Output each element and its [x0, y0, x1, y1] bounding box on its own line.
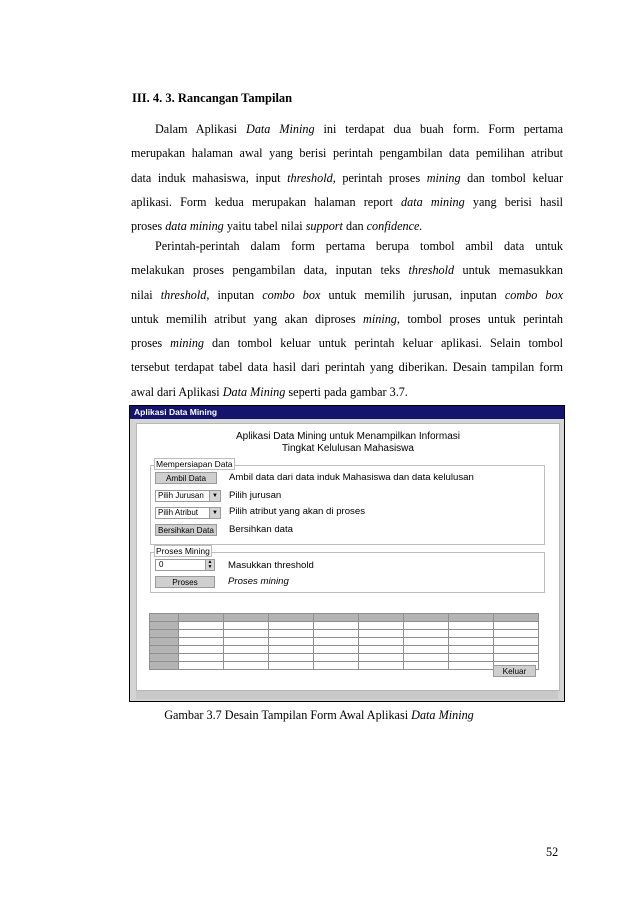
- page-number: 52: [546, 845, 559, 859]
- table-row[interactable]: [150, 654, 539, 662]
- table-cell: [150, 614, 179, 622]
- table-row[interactable]: [150, 622, 539, 630]
- paragraph-line: proses mining dan tombol keluar untuk perintah keluar aplikasi. Selain tombol: [131, 336, 563, 351]
- paragraph-2: [131, 234, 563, 404]
- window-client-area: [136, 423, 560, 691]
- paragraph-line: Perintah-perintah dalam form pertama berupa tombol ambil data untuk: [155, 239, 563, 253]
- proses-button[interactable]: Proses: [155, 576, 215, 588]
- table-cell[interactable]: [224, 662, 269, 670]
- table-cell[interactable]: [224, 646, 269, 654]
- table-row[interactable]: [150, 630, 539, 638]
- bersihkan-data-button[interactable]: Bersihkan Data: [155, 524, 217, 536]
- paragraph-line: melakukan proses pengambilan data, inputan teks threshold untuk memasukkan: [131, 263, 564, 278]
- app-title-line-2: Tingkat Kelulusan Mahasiswa: [282, 443, 414, 454]
- table-row[interactable]: [150, 646, 539, 654]
- table-cell[interactable]: [404, 646, 449, 654]
- group-label: Mempersiapan Data: [156, 459, 233, 469]
- group-mempersiapan-data: [150, 459, 545, 545]
- table-cell[interactable]: [224, 638, 269, 646]
- paragraph-line: proses data mining yaitu tabel nilai support dan confidence.: [131, 219, 423, 234]
- paragraph-line: merupakan halaman awal yang berisi perintah pengambilan data pemilihan atribut: [131, 146, 563, 161]
- table-cell[interactable]: [359, 654, 404, 662]
- keluar-button[interactable]: Keluar: [493, 665, 536, 677]
- table-cell: [224, 614, 269, 622]
- paragraph-line: Dalam Aplikasi Data Mining ini terdapat dua buah form. Form pertama: [155, 122, 563, 136]
- table-cell: [150, 638, 179, 646]
- paragraph-line: data induk mahasiswa, input threshold, perintah proses mining dan tombol keluar: [131, 170, 563, 185]
- table-cell[interactable]: [449, 622, 494, 630]
- table-cell: [314, 614, 359, 622]
- table-row[interactable]: [150, 638, 539, 646]
- table-cell[interactable]: [359, 622, 404, 630]
- table-cell: [150, 654, 179, 662]
- table-cell[interactable]: [269, 630, 314, 638]
- window-title-bar: Aplikasi Data Mining: [130, 406, 564, 419]
- table-cell[interactable]: [269, 662, 314, 670]
- paragraph-line: awal dari Aplikasi Data Mining seperti pada gambar 3.7.: [131, 384, 408, 399]
- paragraph-line: tersebut terdapat tabel data hasil dari perintah yang diberikan. Desain tampilan form: [131, 360, 563, 375]
- table-cell[interactable]: [449, 662, 494, 670]
- table-cell[interactable]: [359, 646, 404, 654]
- spinner-arrows-icon[interactable]: ▲ ▼: [205, 560, 214, 570]
- jurusan-combo-box[interactable]: [155, 490, 221, 502]
- table-cell[interactable]: [314, 622, 359, 630]
- chevron-down-icon[interactable]: ▼: [209, 508, 220, 518]
- combo-value: Pilih Atribut: [158, 508, 199, 517]
- table-cell[interactable]: [179, 622, 224, 630]
- table-header-row: [150, 614, 539, 622]
- table-cell: [449, 614, 494, 622]
- table-cell[interactable]: [404, 622, 449, 630]
- table-cell[interactable]: [179, 662, 224, 670]
- table-cell[interactable]: [449, 654, 494, 662]
- table-cell[interactable]: [404, 662, 449, 670]
- table-cell[interactable]: [224, 630, 269, 638]
- figure-caption: Gambar 3.7 Desain Tampilan Form Awal Aplikasi Data Mining: [164, 708, 474, 722]
- paragraph-line: aplikasi. Form kedua merupakan halaman report data mining yang berisi hasil: [131, 194, 563, 209]
- paragraph-line: nilai threshold, inputan combo box untuk memilih jurusan, inputan combo box: [131, 287, 564, 302]
- table-cell[interactable]: [314, 630, 359, 638]
- table-cell[interactable]: [179, 654, 224, 662]
- table-cell[interactable]: [494, 638, 539, 646]
- table-cell[interactable]: [179, 630, 224, 638]
- table-cell[interactable]: [404, 654, 449, 662]
- table-cell: [150, 662, 179, 670]
- paragraph-line: untuk memilih atribut yang akan diproses mining, tombol proses untuk perintah: [131, 311, 564, 326]
- app-title-line-1: Aplikasi Data Mining untuk Menampilkan Informasi: [236, 431, 460, 442]
- table-cell[interactable]: [269, 638, 314, 646]
- form-mockup-window: [129, 405, 565, 702]
- status-bar: [136, 691, 558, 699]
- atribut-combo-box[interactable]: [155, 507, 221, 519]
- table-cell[interactable]: [224, 654, 269, 662]
- ambil-data-button[interactable]: Ambil Data: [155, 472, 217, 484]
- table-cell[interactable]: [224, 622, 269, 630]
- combo-value: Pilih Jurusan: [158, 491, 204, 500]
- table-cell: [494, 614, 539, 622]
- table-cell: [150, 622, 179, 630]
- table-cell[interactable]: [359, 630, 404, 638]
- table-cell[interactable]: [449, 638, 494, 646]
- threshold-input[interactable]: [155, 559, 215, 571]
- table-row[interactable]: [150, 662, 539, 670]
- threshold-value: 0: [159, 560, 164, 569]
- table-cell[interactable]: [314, 662, 359, 670]
- table-cell[interactable]: [314, 638, 359, 646]
- table-cell[interactable]: [314, 646, 359, 654]
- table-cell[interactable]: [494, 622, 539, 630]
- table-cell[interactable]: [494, 646, 539, 654]
- table-cell[interactable]: [359, 638, 404, 646]
- table-cell[interactable]: [494, 654, 539, 662]
- bersihkan-description: Bersihkan data: [229, 524, 293, 535]
- table-cell[interactable]: [494, 630, 539, 638]
- table-cell[interactable]: [314, 654, 359, 662]
- threshold-description: Masukkan threshold: [228, 560, 314, 571]
- paragraph-1: [131, 117, 563, 238]
- table-cell[interactable]: [449, 646, 494, 654]
- table-cell[interactable]: [404, 638, 449, 646]
- group-label: Proses Mining: [156, 546, 210, 556]
- table-cell: [150, 630, 179, 638]
- table-cell[interactable]: [404, 630, 449, 638]
- atribut-description: Pilih atribut yang akan di proses: [229, 506, 365, 517]
- jurusan-description: Pilih jurusan: [229, 490, 282, 501]
- table-cell: [359, 614, 404, 622]
- table-cell[interactable]: [269, 654, 314, 662]
- section-heading: III. 4. 3. Rancangan Tampilan: [132, 91, 293, 105]
- table-cell[interactable]: [179, 638, 224, 646]
- table-cell[interactable]: [359, 662, 404, 670]
- ambil-data-description: Ambil data dari data induk Mahasiswa dan data kelulusan: [229, 472, 474, 483]
- table-cell: [179, 614, 224, 622]
- table-cell: [269, 614, 314, 622]
- table-cell: [150, 646, 179, 654]
- table-cell[interactable]: [269, 646, 314, 654]
- group-proses-mining: [150, 546, 545, 593]
- table-cell[interactable]: [179, 646, 224, 654]
- chevron-down-icon[interactable]: ▼: [209, 491, 220, 501]
- proses-description: Proses mining: [228, 576, 289, 587]
- result-data-grid[interactable]: [149, 613, 539, 670]
- table-cell[interactable]: [449, 630, 494, 638]
- table-cell: [404, 614, 449, 622]
- table-cell[interactable]: [269, 622, 314, 630]
